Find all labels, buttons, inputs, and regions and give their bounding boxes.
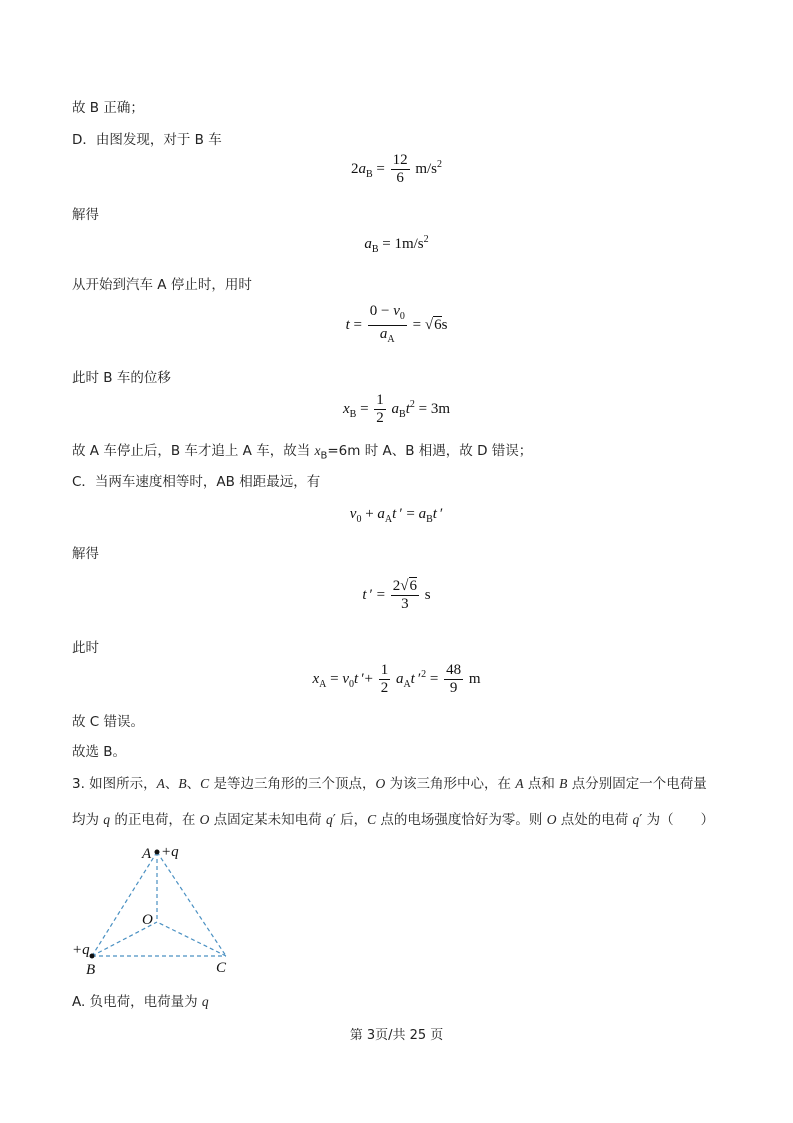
equation-xB: $x_B$ = $\frac{1}{2}$ $a_Bt^2 = 3m$ [342, 392, 451, 426]
text-line-c-intro: C．当两车速度相等时，AB 相距最远，有 [72, 474, 321, 490]
text-line-answer: 故选 B。 [72, 744, 127, 760]
segment-co [157, 922, 226, 956]
text-line-d-intro: D．由图发现，对于 B 车 [72, 132, 222, 148]
label-a: A [142, 846, 152, 862]
text-line-then: 此时 [72, 640, 99, 656]
equation-t-prime: t ′ = $\frac{2√6}{3}$ s [362, 578, 431, 612]
question-3-line-2: 均为 q 的正电荷，在 O 点固定某未知电荷 q′ 后，C 点的电场强度恰好为零。则 O 点处的电荷 q′ 为（ ） [72, 812, 715, 828]
charge-b: +q [72, 942, 90, 958]
equation-xA: $x_A = v_0t$ ′+ $\frac{1}{2}$ $a_At$ $'^2$ = $\frac{48}{9}$ m [312, 662, 481, 696]
triangle-diagram [60, 836, 250, 981]
edge-ac [157, 852, 226, 956]
label-c: C [216, 960, 227, 976]
text-line-solve-1: 解得 [72, 207, 99, 223]
point-a-dot [155, 850, 160, 855]
label-b: B [86, 962, 96, 978]
charge-a: +q [161, 844, 179, 860]
text-line-b-correct: 故 B 正确； [72, 100, 144, 116]
equation-velocity-equal: $v_0 + a_At$ ′ = $a_Bt$ ′ [349, 506, 444, 525]
edge-ab [92, 852, 157, 956]
question-3-line-1: 3. 如图所示，A、B、C 是等边三角形的三个顶点，O 为该三角形中心，在 A 点和 B 点分别固定一个电荷量 [72, 776, 707, 792]
text-line-displacement-intro: 此时 B 车的位移 [72, 370, 171, 386]
equation-aB: $a_B = 1m/s^2$ [364, 234, 429, 255]
equation-2aB: $2a_B$ = $\frac{12}{6}$ $m/s^2$ [350, 152, 443, 186]
text-line-solve-2: 解得 [72, 546, 99, 562]
point-b-dot [90, 954, 95, 959]
label-o: O [142, 912, 153, 928]
text-line-time-intro: 从开始到汽车 A 停止时，用时 [72, 277, 252, 293]
text-line-c-conclusion: 故 C 错误。 [72, 714, 145, 730]
text-line-d-conclusion: 故 A 车停止后，B 车才追上 A 车，故当 $x_B=6m$ 时 A、B 相遇，故 D 错误； [72, 443, 533, 462]
option-a: A. 负电荷，电荷量为 q [72, 994, 209, 1010]
equation-t: t = $\frac{0 - v_0}{a_A}$ = √6s [345, 303, 448, 345]
page-footer: 第 3页/共 25 页 [349, 1028, 444, 1043]
